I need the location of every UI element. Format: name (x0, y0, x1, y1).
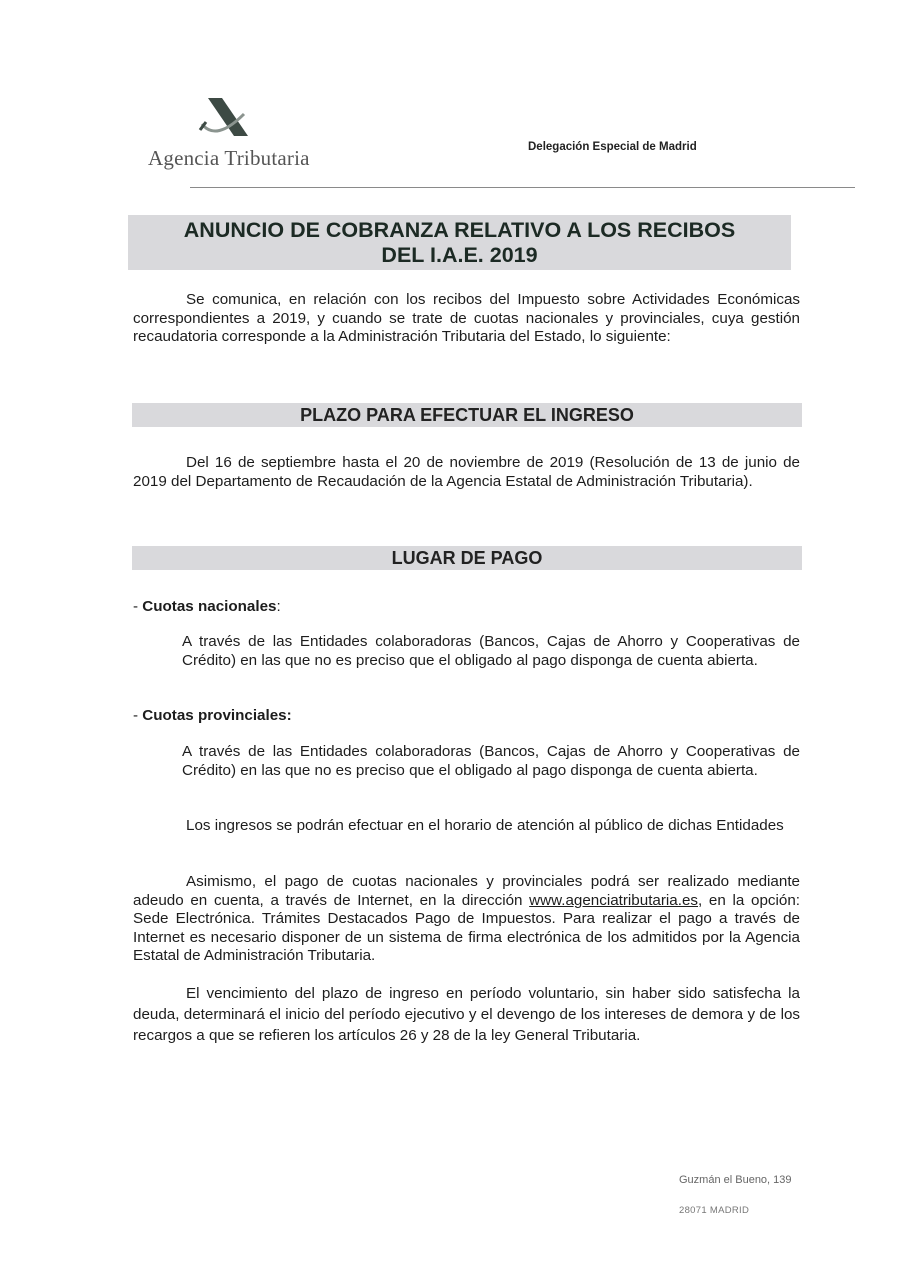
header-divider (190, 187, 855, 188)
document-title (128, 215, 791, 270)
logo-text: Agencia Tributaria (148, 146, 310, 170)
horario-paragraph: Los ingresos se podrán efectuar en el horario de atención al público de dichas Entidades (186, 817, 784, 834)
title-line-1: ANUNCIO DE COBRANZA RELATIVO A LOS RECIBOS (183, 218, 736, 242)
provinciales-label-text: Cuotas provinciales: (142, 707, 292, 724)
agencia-website-link[interactable]: www.agenciatributaria.es (529, 891, 699, 909)
list-dash: - (133, 598, 143, 615)
section-heading-lugar: LUGAR DE PAGO (132, 546, 802, 570)
provinciales-paragraph: A través de las Entidades colaboradoras (Bancos, Cajas de Ahorro y Cooperativas de Crédito) en las que no es preciso que el obligado al pago disponga de cuenta abierta. (182, 743, 800, 779)
cuotas-nacionales-label (133, 598, 281, 615)
internet-text-before: Asimismo, el pago de cuotas nacionales y provinciales podrá ser realizado mediante adeudo en cuenta, a través de Internet, en la dirección (133, 873, 800, 909)
list-dash: - (133, 707, 143, 724)
footer-address-street: Guzmán el Bueno, 139 (679, 1174, 792, 1186)
internet-paragraph (133, 873, 800, 966)
colon: : (276, 598, 281, 615)
nacionales-paragraph: A través de las Entidades colaboradoras (Bancos, Cajas de Ahorro y Cooperativas de Crédito) en las que no es preciso que el obligado al pago disponga de cuenta abierta. (182, 633, 800, 669)
agency-logo (148, 98, 318, 178)
section-heading-plazo: PLAZO PARA EFECTUAR EL INGRESO (132, 403, 802, 427)
plazo-paragraph: Del 16 de septiembre hasta el 20 de noviembre de 2019 (Resolución de 13 de junio de 2019 del Departamento de Recaudación de la Agencia Estatal de Administración Tributaria). (133, 454, 800, 490)
delegation-name: Delegación Especial de Madrid (528, 141, 697, 153)
intro-paragraph: Se comunica, en relación con los recibos del Impuesto sobre Actividades Económicas correspondientes a 2019, y cuando se trate de cuotas nacionales y provinciales, cuya gestión recaudatoria corresponde a la Administración Tributaria del Estado, lo siguiente: (133, 291, 800, 345)
internet-text-after: , en la opción: Sede Electrónica. Trámites Destacados Pago de Impuestos. Para realizar el pago a través de Internet es necesario disponer de un sistema de firma electrónica de los admitidos por la Agencia Estatal de Administración Tributaria. (133, 891, 800, 964)
vencimiento-paragraph: El vencimiento del plazo de ingreso en período voluntario, sin haber sido satisfecha la deuda, determinará el inicio del período ejecutivo y el devengo de los intereses de demora y de los recargos a que se refieren los artículos 26 y 28 de la ley General Tributaria. (133, 985, 800, 1044)
agencia-tributaria-logo-icon (198, 98, 254, 146)
nacionales-label-text: Cuotas nacionales (142, 598, 277, 615)
footer-address-city: 28071 MADRID (679, 1205, 750, 1216)
cuotas-provinciales-label (133, 707, 292, 724)
title-line-2: DEL I.A.E. 2019 (381, 243, 538, 267)
